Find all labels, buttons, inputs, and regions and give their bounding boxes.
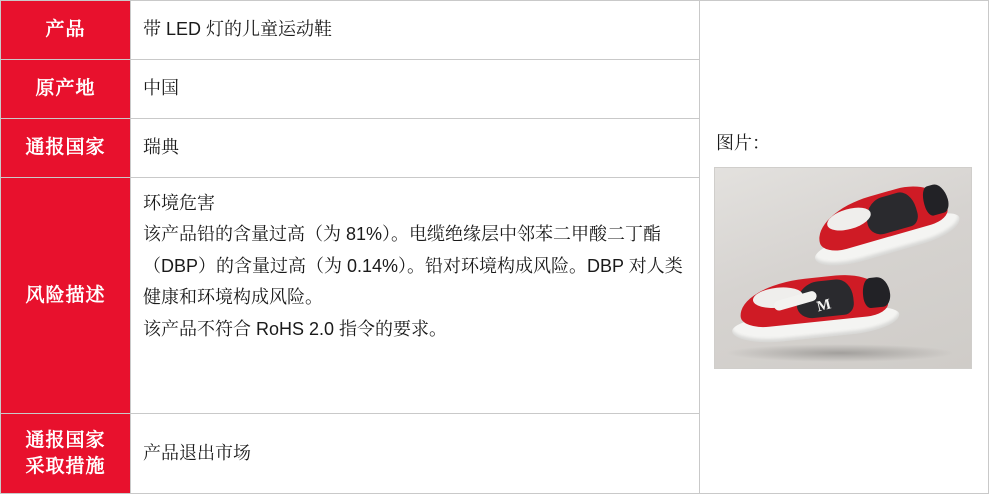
measures-label-line-2: 采取措施: [25, 455, 106, 477]
shoe-logo: M: [815, 296, 834, 316]
photo-shadow: [725, 344, 955, 362]
image-panel: [700, 0, 989, 494]
risk-line-1: 环境危害: [143, 192, 215, 213]
row-value-origin: 中国: [131, 59, 700, 118]
table-row: [1, 414, 700, 494]
risk-line-2: 该产品铅的含量过高（为 81%）。电缆绝缘层中邻苯二甲酸二丁酯（DBP）的含量过高（为 0.14%）。铅对环境构成风险。DBP 对人类健康和环境构成风险。: [143, 224, 683, 308]
row-value-measures-taken: 产品退出市场: [131, 414, 700, 494]
row-label-product: 产品: [1, 1, 131, 60]
table-row: [1, 177, 700, 413]
row-label-origin: 原产地: [1, 59, 131, 118]
image-caption: 图片：: [716, 133, 770, 153]
row-label-risk-description: 风险描述: [1, 177, 131, 413]
measures-label-line-1: 通报国家: [25, 429, 106, 451]
row-value-risk-description: [131, 177, 700, 413]
table-row: [1, 1, 700, 60]
row-label-notifying-country: 通报国家: [1, 118, 131, 177]
sneaker-front-icon: [725, 247, 901, 346]
row-value-product: 带 LED 灯的儿童运动鞋: [131, 1, 700, 60]
risk-line-3: 该产品不符合 RoHS 2.0 指令的要求。: [143, 318, 448, 339]
row-value-notifying-country: 瑞典: [131, 118, 700, 177]
row-label-measures-taken: [1, 414, 131, 494]
table-row: [1, 59, 700, 118]
heel-tab-shape: [862, 276, 892, 309]
table-row: [1, 118, 700, 177]
product-photo: [714, 167, 972, 369]
